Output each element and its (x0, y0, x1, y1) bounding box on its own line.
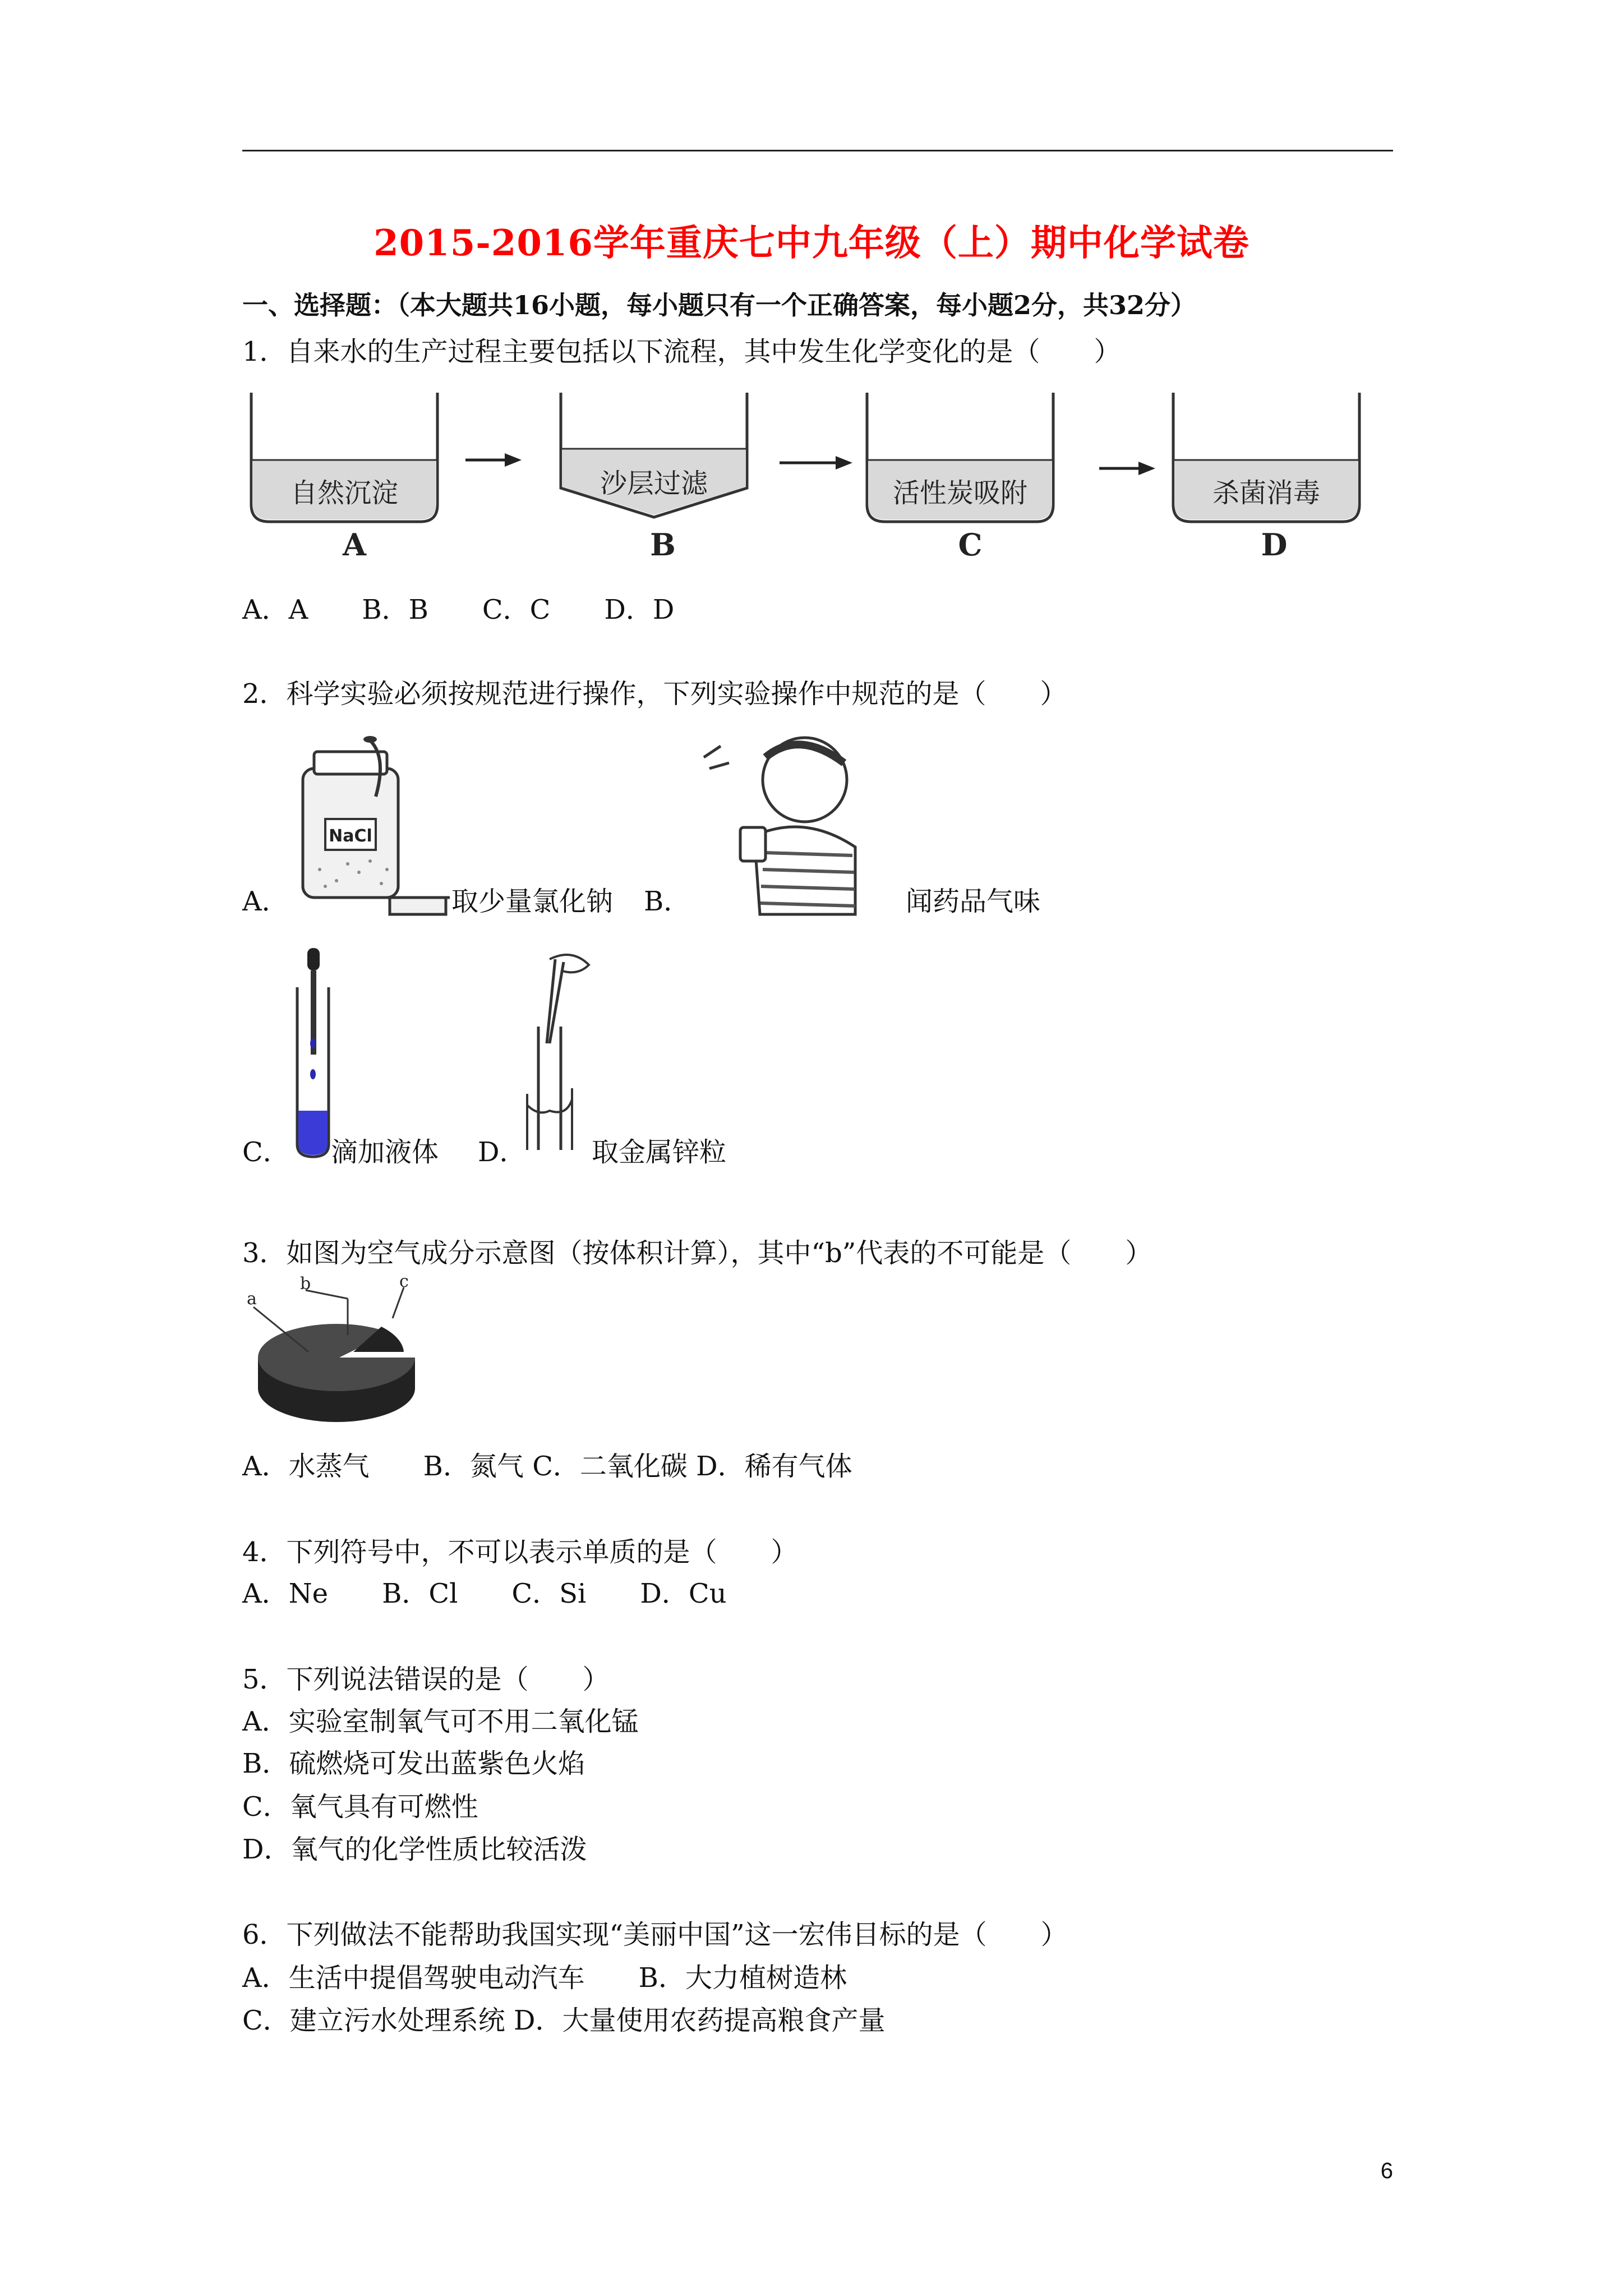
caption-a: A (343, 527, 366, 563)
question-5-option-d: D．氧气的化学性质比较活泼 (242, 1834, 587, 1865)
beaker-c (867, 393, 1053, 563)
option-d-label: 取金属锌粒 (592, 1137, 727, 1168)
air-composition-pie (247, 1273, 432, 1436)
pie-label-b: b (300, 1274, 311, 1294)
question-3-stem: 3．如图为空气成分示意图（按体积计算），其中“b”代表的不可能是（ ） (242, 1237, 1152, 1269)
question-1-options: A．A B．B C．C D．D (242, 594, 675, 625)
option-b-prefix: B． (644, 886, 691, 917)
beaker-label-b: 沙层过滤 (600, 468, 708, 499)
arrow-2 (780, 456, 852, 470)
question-4-options: A．Ne B．Cl C．Si D．Cu (242, 1578, 727, 1609)
pie-label-c: c (399, 1272, 409, 1291)
caption-b: B (650, 527, 676, 563)
question-4-stem: 4．下列符号中，不可以表示单质的是（ ） (242, 1536, 798, 1568)
nacl-label: NaCl (329, 826, 372, 846)
arrow-1 (465, 453, 522, 467)
option-c-prefix: C． (242, 1137, 290, 1168)
beaker-label-d: 杀菌消毒 (1212, 477, 1321, 509)
question-6-options-row-1: A．生活中提倡驾驶电动汽车 B．大力植树造林 (242, 1962, 847, 1994)
header-rule (242, 150, 1393, 151)
nacl-jar-figure (292, 735, 460, 937)
smelling-figure (687, 724, 878, 926)
beaker-label-c: 活性炭吸附 (892, 477, 1028, 509)
question-5-stem: 5．下列说法错误的是（ ） (242, 1664, 610, 1695)
dropper-figure (292, 948, 336, 1161)
question-3-options: A．水蒸气 B．氮气 C．二氧化碳 D．稀有气体 (242, 1451, 852, 1482)
option-d-prefix: D． (478, 1137, 527, 1168)
pie-label-a: a (247, 1289, 257, 1309)
arrow-3 (1099, 462, 1155, 475)
question-2-stem: 2．科学实验必须按规范进行操作，下列实验操作中规范的是（ ） (242, 678, 1067, 710)
caption-d: D (1261, 527, 1288, 563)
beaker-b (561, 393, 747, 563)
question-6-options-row-2: C．建立污水处理系统 D．大量使用农药提高粮食产量 (242, 2005, 886, 2036)
tweezers-figure (516, 948, 606, 1161)
page-title: 2015-2016学年重庆七中九年级（上）期中化学试卷 (374, 222, 1249, 264)
question-1-stem: 1．自来水的生产过程主要包括以下流程，其中发生化学变化的是（ ） (242, 336, 1121, 367)
section-heading: 一、选择题：（本大题共16小题，每小题只有一个正确答案，每小题2分，共32分） (242, 290, 1197, 320)
beaker-label-a: 自然沉淀 (290, 477, 399, 509)
option-a-prefix: A． (242, 886, 289, 917)
question-5-option-c: C．氧气具有可燃性 (242, 1791, 478, 1823)
question-6-stem: 6．下列做法不能帮助我国实现“美丽中国”这一宏伟目标的是（ ） (242, 1919, 1068, 1950)
option-c-label: 滴加液体 (331, 1137, 439, 1168)
question-5-option-a: A．实验室制氧气可不用二氧化锰 (242, 1706, 639, 1737)
option-b-label: 闻药品气味 (906, 886, 1041, 917)
beaker-a (251, 393, 437, 563)
question-5-option-b: B．硫燃烧可发出蓝紫色火焰 (242, 1748, 585, 1779)
caption-c: C (958, 527, 983, 563)
option-a-label: 取少量氯化钠 (451, 886, 614, 917)
page-number: 6 (1380, 2159, 1393, 2183)
water-treatment-figure (241, 387, 1385, 572)
beaker-d (1173, 393, 1359, 563)
